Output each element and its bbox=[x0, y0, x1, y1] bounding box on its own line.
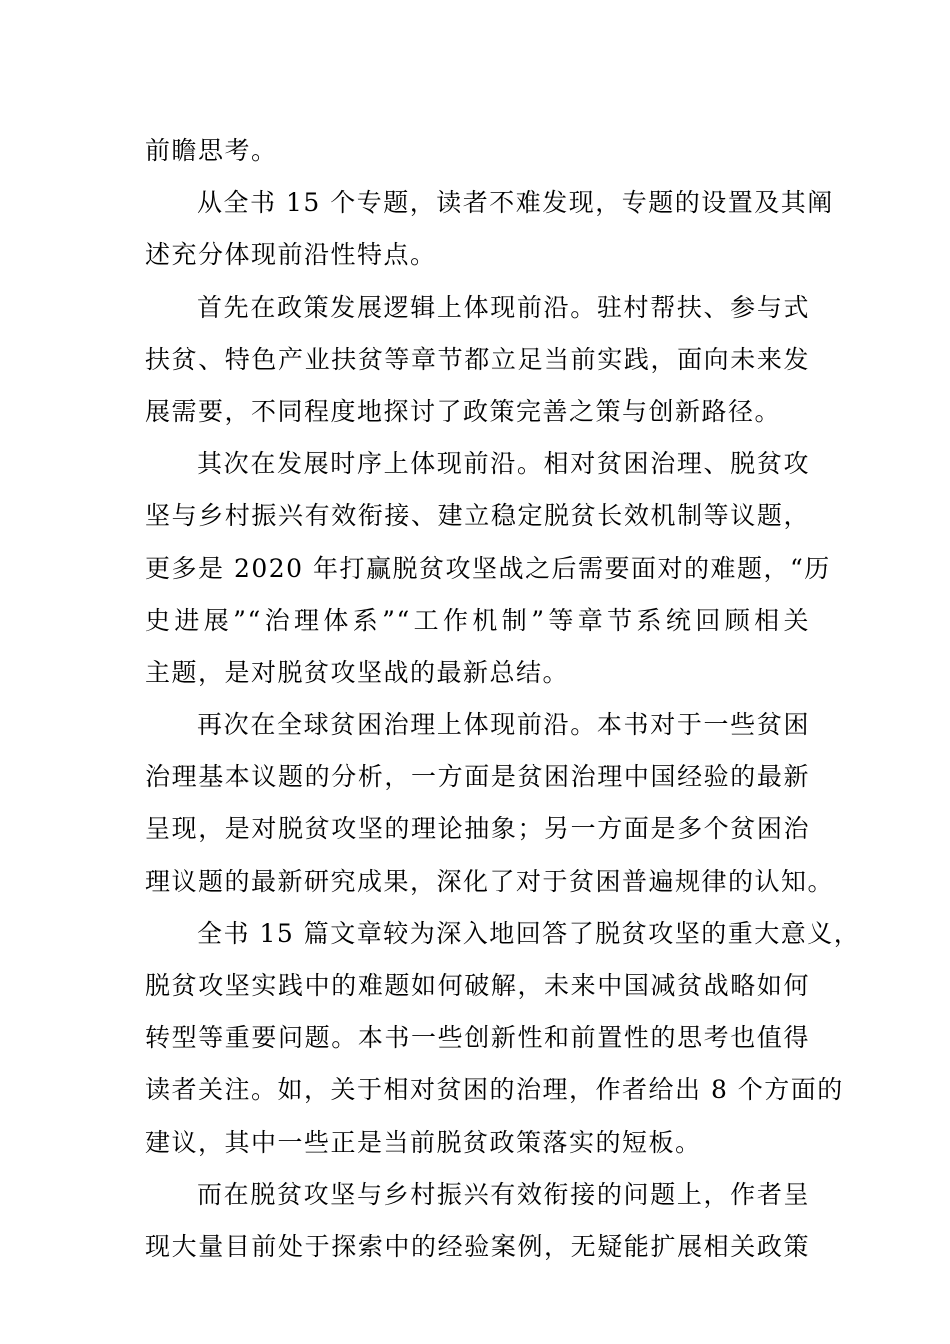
paragraph-line: 其次在发展时序上体现前沿。相对贫困治理、脱贫攻 bbox=[197, 449, 810, 479]
paragraph-line: 从全书 15 个专题，读者不难发现，专题的设置及其阐 bbox=[197, 188, 834, 218]
paragraph-line: 而在脱贫攻坚与乡村振兴有效衔接的问题上，作者呈 bbox=[197, 1179, 810, 1209]
paragraph-line: 首先在政策发展逻辑上体现前沿。驻村帮扶、参与式 bbox=[197, 292, 810, 322]
paragraph-line: 现大量目前处于探索中的经验案例，无疑能扩展相关政策 bbox=[145, 1231, 810, 1261]
paragraph-line: 展需要，不同程度地探讨了政策完善之策与创新路径。 bbox=[145, 396, 782, 426]
body-text bbox=[145, 125, 861, 1273]
paragraph-line: 治理基本议题的分析，一方面是贫困治理中国经验的最新 bbox=[145, 762, 810, 792]
paragraph-line: 更多是 2020 年打赢脱贫攻坚战之后需要面对的难题，“历 bbox=[145, 553, 831, 583]
paragraph-line: 扶贫、特色产业扶贫等章节都立足当前实践，面向未来发 bbox=[145, 344, 810, 374]
paragraph-line: 前瞻思考。 bbox=[145, 136, 278, 165]
paragraph-line: 转型等重要问题。本书一些创新性和前置性的思考也值得 bbox=[145, 1023, 810, 1053]
paragraph-line: 史进展”“治理体系”“工作机制”等章节系统回顾相关 bbox=[145, 605, 810, 635]
paragraph-line: 呈现，是对脱贫攻坚的理论抽象；另一方面是多个贫困治 bbox=[145, 814, 810, 844]
paragraph-line: 述充分体现前沿性特点。 bbox=[145, 240, 437, 270]
paragraph-line: 主题，是对脱贫攻坚战的最新总结。 bbox=[145, 657, 570, 687]
paragraph-line: 全书 15 篇文章较为深入地回答了脱贫攻坚的重大意义， bbox=[197, 918, 861, 948]
paragraph-line: 理议题的最新研究成果，深化了对于贫困普遍规律的认知。 bbox=[145, 866, 835, 896]
paragraph-line: 坚与乡村振兴有效衔接、建立稳定脱贫长效机制等议题， bbox=[145, 501, 810, 531]
paragraph-line: 建议，其中一些正是当前脱贫政策落实的短板。 bbox=[145, 1127, 702, 1157]
paragraph-line: 再次在全球贫困治理上体现前沿。本书对于一些贫困 bbox=[197, 710, 810, 740]
paragraph-line: 脱贫攻坚实践中的难题如何破解，未来中国减贫战略如何 bbox=[145, 971, 810, 1000]
paragraph-line: 读者关注。如，关于相对贫困的治理，作者给出 8 个方面的 bbox=[145, 1075, 844, 1105]
